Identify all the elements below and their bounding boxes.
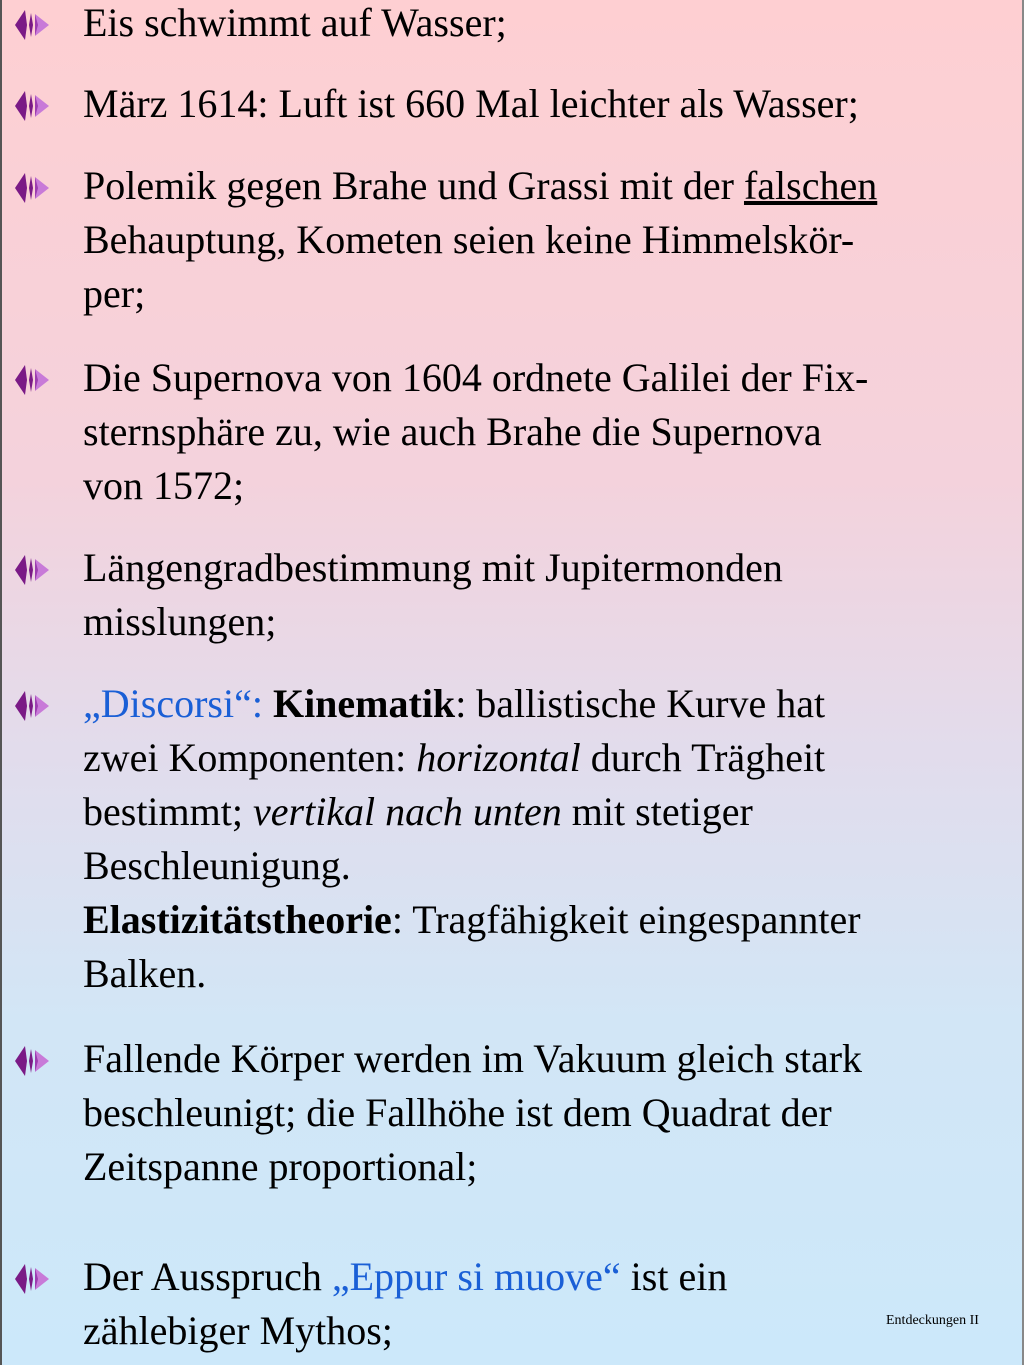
bullet-line: beschleunigt; die Fallhöhe ist dem Quadrat der <box>83 1090 832 1135</box>
bullet-line: Längengradbestimmung mit Jupitermonden <box>83 545 783 590</box>
bullet-text <box>83 0 993 50</box>
bullet-line: Beschleunigung. <box>83 843 351 888</box>
italic-term: vertikal nach unten <box>253 789 562 834</box>
bullet-line: „Discorsi“: Kinematik: ballistische Kurve hat <box>83 681 826 726</box>
italic-term: horizontal <box>416 735 581 780</box>
bullet-line: misslungen; <box>83 599 277 644</box>
bullet-line: per; <box>83 271 146 316</box>
diamond-arrow-bullet-icon <box>12 1041 52 1081</box>
bullet-line: Elastizitätstheorie: Tragfähigkeit eingespannter <box>83 897 861 942</box>
diamond-arrow-bullet-icon <box>12 5 52 45</box>
bullet-line: Balken. <box>83 951 207 996</box>
diamond-arrow-bullet-icon <box>12 550 52 590</box>
bullet-text <box>83 677 993 1001</box>
bullet-line: von 1572; <box>83 463 245 508</box>
bullet-line: Fallende Körper werden im Vakuum gleich stark <box>83 1036 863 1081</box>
bullet-line: Polemik gegen Brahe und Grassi mit der falschen <box>83 163 878 208</box>
bullet-text <box>83 77 993 131</box>
bullet-text <box>83 1032 993 1194</box>
bullet-line: Die Supernova von 1604 ordnete Galilei der Fix- <box>83 355 869 400</box>
diamond-arrow-bullet-icon <box>12 86 52 126</box>
bullet-line: zwei Komponenten: horizontal durch Trägheit <box>83 735 826 780</box>
bullet-text <box>83 159 993 321</box>
bullet-line: Eis schwimmt auf Wasser; <box>83 0 507 45</box>
kinematik-term: Kinematik <box>272 681 456 726</box>
bullet-line: März 1614: Luft ist 660 Mal leichter als Wasser; <box>83 81 859 126</box>
bullet-line: Zeitspanne proportional; <box>83 1144 478 1189</box>
diamond-arrow-bullet-icon <box>12 1259 52 1299</box>
bullet-line: zählebiger Mythos; <box>83 1308 393 1353</box>
bullet-text <box>83 351 993 513</box>
eppur-quote: „Eppur si muove“ <box>331 1254 621 1299</box>
bullet-line: Der Ausspruch „Eppur si muove“ ist ein <box>83 1254 728 1299</box>
bullet-text <box>83 1250 993 1358</box>
slide-frame-left <box>0 0 2 1365</box>
diamond-arrow-bullet-icon <box>12 686 52 726</box>
diamond-arrow-bullet-icon <box>12 360 52 400</box>
bullet-line: bestimmt; vertikal nach unten mit stetiger <box>83 789 753 834</box>
bullet-text <box>83 541 993 649</box>
bullet-line: Behauptung, Kometen seien keine Himmelskör- <box>83 217 855 262</box>
slide-footer: Entdeckungen II <box>886 1313 979 1328</box>
elastizitaet-term: Elastizitätstheorie <box>83 897 392 942</box>
underlined-word: falschen <box>743 163 878 208</box>
diamond-arrow-bullet-icon <box>12 168 52 208</box>
discorsi-title: „Discorsi“: <box>83 681 263 726</box>
bullet-line: sternsphäre zu, wie auch Brahe die Supernova <box>83 409 822 454</box>
